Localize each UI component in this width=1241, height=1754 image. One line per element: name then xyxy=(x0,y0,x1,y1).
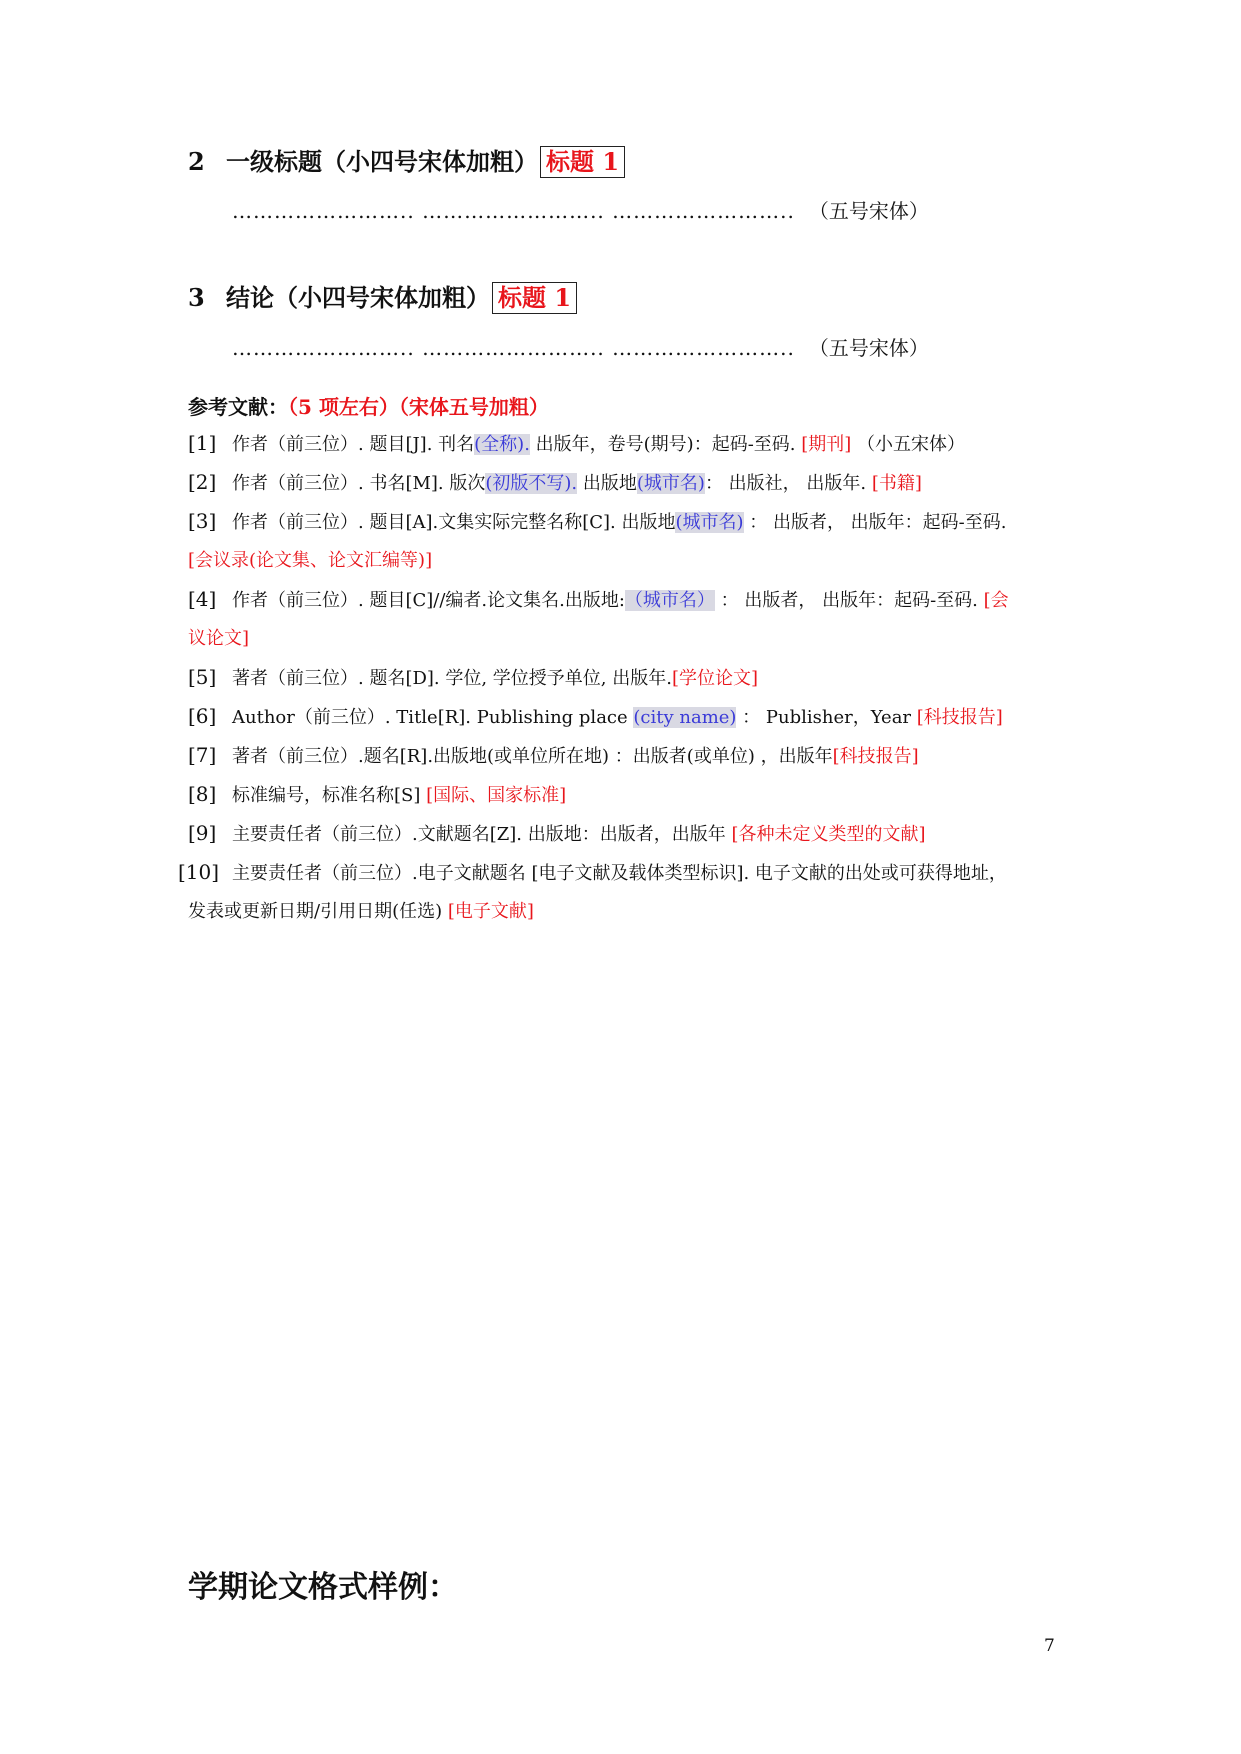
reference-item-8 xyxy=(188,775,1088,815)
highlighted-field: (城市名) xyxy=(675,512,744,533)
style-tag-box: 标题 1 xyxy=(540,146,625,178)
reference-item-4-continued: 议论文] xyxy=(188,628,250,649)
reference-item-4 xyxy=(188,580,1088,620)
highlighted-field: (city name) xyxy=(633,707,737,728)
reference-text: 标准编号，标准名称[S] xyxy=(232,785,427,806)
type-tag: [学位论文] xyxy=(671,668,759,689)
section-2-body xyxy=(232,196,929,226)
reference-index: [10] xyxy=(178,860,220,884)
highlighted-field: (城市名) xyxy=(636,473,705,494)
highlighted-field: (初版不写). xyxy=(485,473,578,494)
references-label: 参考文献： xyxy=(188,395,288,419)
section-2-heading xyxy=(188,144,625,180)
section-number: 3 xyxy=(188,283,205,312)
section-3-body xyxy=(232,333,929,363)
section-title: 结论（小四号宋体加粗） xyxy=(226,283,490,312)
section-3-heading xyxy=(188,280,577,316)
reference-index: [7] xyxy=(188,743,217,767)
reference-index: [5] xyxy=(188,665,217,689)
reference-index: [9] xyxy=(188,821,217,845)
reference-item-10-continued xyxy=(188,892,534,931)
reference-index: [8] xyxy=(188,782,217,806)
reference-index: [4] xyxy=(188,587,217,611)
section-title: 一级标题（小四号宋体加粗） xyxy=(226,147,538,176)
reference-item-1 xyxy=(188,424,1088,464)
type-tag: [会 xyxy=(983,590,1009,611)
reference-item-7 xyxy=(188,736,1088,776)
sample-heading: 学期论文格式样例： xyxy=(188,1570,458,1605)
font-note: （五号宋体） xyxy=(808,199,929,223)
reference-item-3 xyxy=(188,502,1088,542)
reference-text: 主要责任者（前三位）.电子文献题名 [电子文献及载体类型标识]. 电子文献的出处或可获得地址， xyxy=(232,863,1007,884)
placeholder-dots: …………………….. …………………….. …………………….. xyxy=(232,199,795,223)
type-tag: [科技报告] xyxy=(916,707,1003,728)
type-tag: [各种未定义类型的文献] xyxy=(731,824,926,845)
reference-text: 作者（前三位）. 题目[A].文集实际完整名称[C]. 出版地 xyxy=(232,512,676,533)
references-note: （5 项左右）（宋体五号加粗） xyxy=(288,395,549,419)
reference-text: 作者（前三位）. 书名[M]. 版次 xyxy=(232,473,486,494)
highlighted-field: （城市名） xyxy=(624,590,715,611)
reference-text: ： 出版者， 出版年：起码-至码. xyxy=(714,590,984,611)
style-tag-box: 标题 1 xyxy=(492,282,577,314)
reference-item-5 xyxy=(188,658,1088,698)
reference-text: 作者（前三位）. 题目[C]//编者.论文集名.出版地: xyxy=(232,590,625,611)
font-note: （小五宋体） xyxy=(851,434,966,455)
reference-index: [2] xyxy=(188,470,217,494)
type-tag: [期刊] xyxy=(801,434,852,455)
type-tag: [国际、国家标准] xyxy=(426,785,567,806)
references-title xyxy=(188,392,549,422)
reference-text: 著者（前三位）.题名[R].出版地(或单位所在地) ：出版者(或单位) ，出版年 xyxy=(232,746,833,767)
type-tag: [科技报告] xyxy=(832,746,919,767)
reference-item-9 xyxy=(188,814,1088,854)
highlighted-field: (全称). xyxy=(474,434,530,455)
reference-index: [3] xyxy=(188,509,217,533)
reference-text: ： 出版者， 出版年：起码-至码. xyxy=(743,512,1007,533)
reference-text: 主要责任者（前三位）.文献题名[Z]. 出版地：出版者，出版年 xyxy=(232,824,732,845)
reference-index: [1] xyxy=(188,431,217,455)
type-tag: [书籍] xyxy=(871,473,922,494)
reference-text: 出版地 xyxy=(577,473,637,494)
page-number: 7 xyxy=(1044,1636,1055,1656)
reference-text: 出版年，卷号(期号)：起码-至码. xyxy=(529,434,802,455)
reference-text: ： 出版社， 出版年. xyxy=(704,473,872,494)
font-note: （五号宋体） xyxy=(808,336,929,360)
reference-index: [6] xyxy=(188,704,217,728)
reference-item-2 xyxy=(188,463,1088,503)
reference-item-10 xyxy=(178,853,1088,893)
reference-text: ： Publisher，Year xyxy=(736,707,917,728)
reference-text: 著者（前三位）. 题名[D]. 学位, 学位授予单位, 出版年. xyxy=(232,668,672,689)
reference-text: 作者（前三位）. 题目[J]. 刊名 xyxy=(232,434,475,455)
reference-text: 发表或更新日期/引用日期(任选) xyxy=(188,901,448,922)
reference-text: Author（前三位）. Title[R]. Publishing place xyxy=(232,707,634,728)
reference-item-6 xyxy=(188,697,1088,737)
placeholder-dots: …………………….. …………………….. …………………….. xyxy=(232,336,795,360)
reference-item-3-continued: [会议录(论文集、论文汇编等)] xyxy=(188,550,433,571)
section-number: 2 xyxy=(188,147,205,176)
type-tag: [电子文献] xyxy=(447,901,534,922)
